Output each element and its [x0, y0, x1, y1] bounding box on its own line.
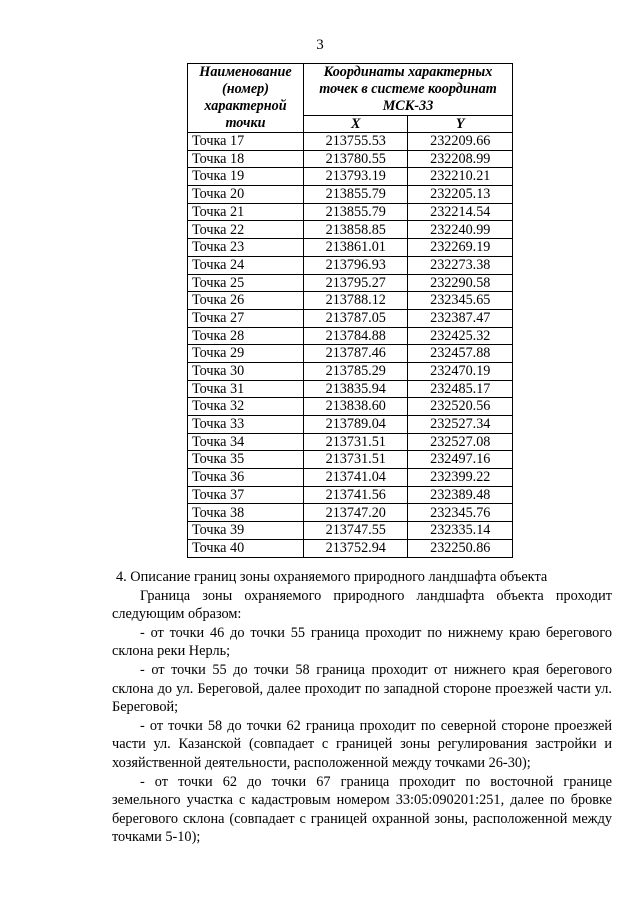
point-name-cell: Точка 29 — [188, 345, 304, 363]
x-coordinate-cell: 213731.51 — [304, 451, 408, 469]
header-x: X — [304, 116, 408, 133]
table-row — [188, 416, 513, 434]
x-coordinate-cell: 213787.46 — [304, 345, 408, 363]
x-coordinate-cell: 213787.05 — [304, 309, 408, 327]
point-name-cell: Точка 36 — [188, 469, 304, 487]
table-row — [188, 522, 513, 540]
table-row — [188, 309, 513, 327]
table-row — [188, 451, 513, 469]
point-name-cell: Точка 23 — [188, 239, 304, 257]
point-name-cell: Точка 17 — [188, 133, 304, 151]
y-coordinate-cell: 232457.88 — [408, 345, 513, 363]
boundary-description — [112, 568, 612, 847]
table-row — [188, 168, 513, 186]
point-name-cell: Точка 25 — [188, 274, 304, 292]
header-point-name: Наименование (номер) характерной точки — [188, 64, 304, 133]
point-name-cell: Точка 26 — [188, 292, 304, 310]
point-name-cell: Точка 22 — [188, 221, 304, 239]
x-coordinate-cell: 213855.79 — [304, 203, 408, 221]
y-coordinate-cell: 232210.21 — [408, 168, 513, 186]
point-name-cell: Точка 20 — [188, 186, 304, 204]
table-row — [188, 239, 513, 257]
table-row — [188, 469, 513, 487]
x-coordinate-cell: 213835.94 — [304, 380, 408, 398]
x-coordinate-cell: 213755.53 — [304, 133, 408, 151]
y-coordinate-cell: 232485.17 — [408, 380, 513, 398]
point-name-cell: Точка 31 — [188, 380, 304, 398]
x-coordinate-cell: 213784.88 — [304, 327, 408, 345]
point-name-cell: Точка 34 — [188, 433, 304, 451]
point-name-cell: Точка 37 — [188, 486, 304, 504]
table-row — [188, 186, 513, 204]
y-coordinate-cell: 232209.66 — [408, 133, 513, 151]
point-name-cell: Точка 19 — [188, 168, 304, 186]
paragraph: - от точки 55 до точки 58 граница проходит от нижнего края берегового склона до ул. Береговой, далее проходит по западной стороне проезжей части ул. Береговой; — [112, 661, 612, 716]
table-row — [188, 398, 513, 416]
x-coordinate-cell: 213785.29 — [304, 362, 408, 380]
y-coordinate-cell: 232399.22 — [408, 469, 513, 487]
y-coordinate-cell: 232520.56 — [408, 398, 513, 416]
x-coordinate-cell: 213855.79 — [304, 186, 408, 204]
paragraph: - от точки 62 до точки 67 граница проходит по восточной границе земельного участка с кадастровым номером 33:05:090201:251, далее по бровке берегового склона (совпадает с границей охранной зоны, расположенной между точками 5-10); — [112, 773, 612, 846]
x-coordinate-cell: 213793.19 — [304, 168, 408, 186]
table-row — [188, 345, 513, 363]
y-coordinate-cell: 232345.76 — [408, 504, 513, 522]
y-coordinate-cell: 232387.47 — [408, 309, 513, 327]
table-row — [188, 133, 513, 151]
y-coordinate-cell: 232527.08 — [408, 433, 513, 451]
x-coordinate-cell: 213780.55 — [304, 150, 408, 168]
table-row — [188, 380, 513, 398]
point-name-cell: Точка 33 — [188, 416, 304, 434]
x-coordinate-cell: 213741.56 — [304, 486, 408, 504]
x-coordinate-cell: 213788.12 — [304, 292, 408, 310]
y-coordinate-cell: 232470.19 — [408, 362, 513, 380]
section-heading: 4. Описание границ зоны охраняемого природного ландшафта объекта — [116, 569, 548, 585]
coordinates-table — [187, 63, 513, 558]
table-row — [188, 203, 513, 221]
y-coordinate-cell: 232214.54 — [408, 203, 513, 221]
y-coordinate-cell: 232273.38 — [408, 256, 513, 274]
x-coordinate-cell: 213861.01 — [304, 239, 408, 257]
x-coordinate-cell: 213858.85 — [304, 221, 408, 239]
x-coordinate-cell: 213741.04 — [304, 469, 408, 487]
x-coordinate-cell: 213747.55 — [304, 522, 408, 540]
x-coordinate-cell: 213789.04 — [304, 416, 408, 434]
point-name-cell: Точка 30 — [188, 362, 304, 380]
y-coordinate-cell: 232389.48 — [408, 486, 513, 504]
table-row — [188, 486, 513, 504]
table-row — [188, 292, 513, 310]
point-name-cell: Точка 27 — [188, 309, 304, 327]
y-coordinate-cell: 232290.58 — [408, 274, 513, 292]
x-coordinate-cell: 213838.60 — [304, 398, 408, 416]
table-row — [188, 221, 513, 239]
y-coordinate-cell: 232250.86 — [408, 539, 513, 557]
point-name-cell: Точка 35 — [188, 451, 304, 469]
point-name-cell: Точка 24 — [188, 256, 304, 274]
table-row — [188, 362, 513, 380]
table-row — [188, 150, 513, 168]
point-name-cell: Точка 21 — [188, 203, 304, 221]
point-name-cell: Точка 18 — [188, 150, 304, 168]
point-name-cell: Точка 39 — [188, 522, 304, 540]
table-row — [188, 433, 513, 451]
table-row — [188, 274, 513, 292]
header-y: Y — [408, 116, 513, 133]
y-coordinate-cell: 232497.16 — [408, 451, 513, 469]
y-coordinate-cell: 232345.65 — [408, 292, 513, 310]
y-coordinate-cell: 232425.32 — [408, 327, 513, 345]
y-coordinate-cell: 232205.13 — [408, 186, 513, 204]
x-coordinate-cell: 213747.20 — [304, 504, 408, 522]
y-coordinate-cell: 232527.34 — [408, 416, 513, 434]
x-coordinate-cell: 213731.51 — [304, 433, 408, 451]
x-coordinate-cell: 213795.27 — [304, 274, 408, 292]
x-coordinate-cell: 213796.93 — [304, 256, 408, 274]
y-coordinate-cell: 232208.99 — [408, 150, 513, 168]
paragraph: - от точки 46 до точки 55 граница проходит по нижнему краю берегового склона реки Нерль; — [112, 624, 612, 660]
table-row — [188, 504, 513, 522]
point-name-cell: Точка 32 — [188, 398, 304, 416]
y-coordinate-cell: 232269.19 — [408, 239, 513, 257]
paragraph: - от точки 58 до точки 62 граница проходит по северной стороне проезжей части ул. Казанской (совпадает с границей зоны регулирования застройки и хозяйственной деятельности, расположенной между точками 26-30); — [112, 717, 612, 771]
point-name-cell: Точка 40 — [188, 539, 304, 557]
table-row — [188, 327, 513, 345]
paragraph: Граница зоны охраняемого природного ландшафта объекта проходит следующим образом: — [112, 587, 612, 623]
page-number: 3 — [316, 37, 324, 53]
x-coordinate-cell: 213752.94 — [304, 539, 408, 557]
y-coordinate-cell: 232240.99 — [408, 221, 513, 239]
header-coordinates: Координаты характерных точек в системе координат МСК-33 — [304, 64, 513, 116]
point-name-cell: Точка 38 — [188, 504, 304, 522]
point-name-cell: Точка 28 — [188, 327, 304, 345]
table-row — [188, 256, 513, 274]
table-row — [188, 539, 513, 557]
y-coordinate-cell: 232335.14 — [408, 522, 513, 540]
